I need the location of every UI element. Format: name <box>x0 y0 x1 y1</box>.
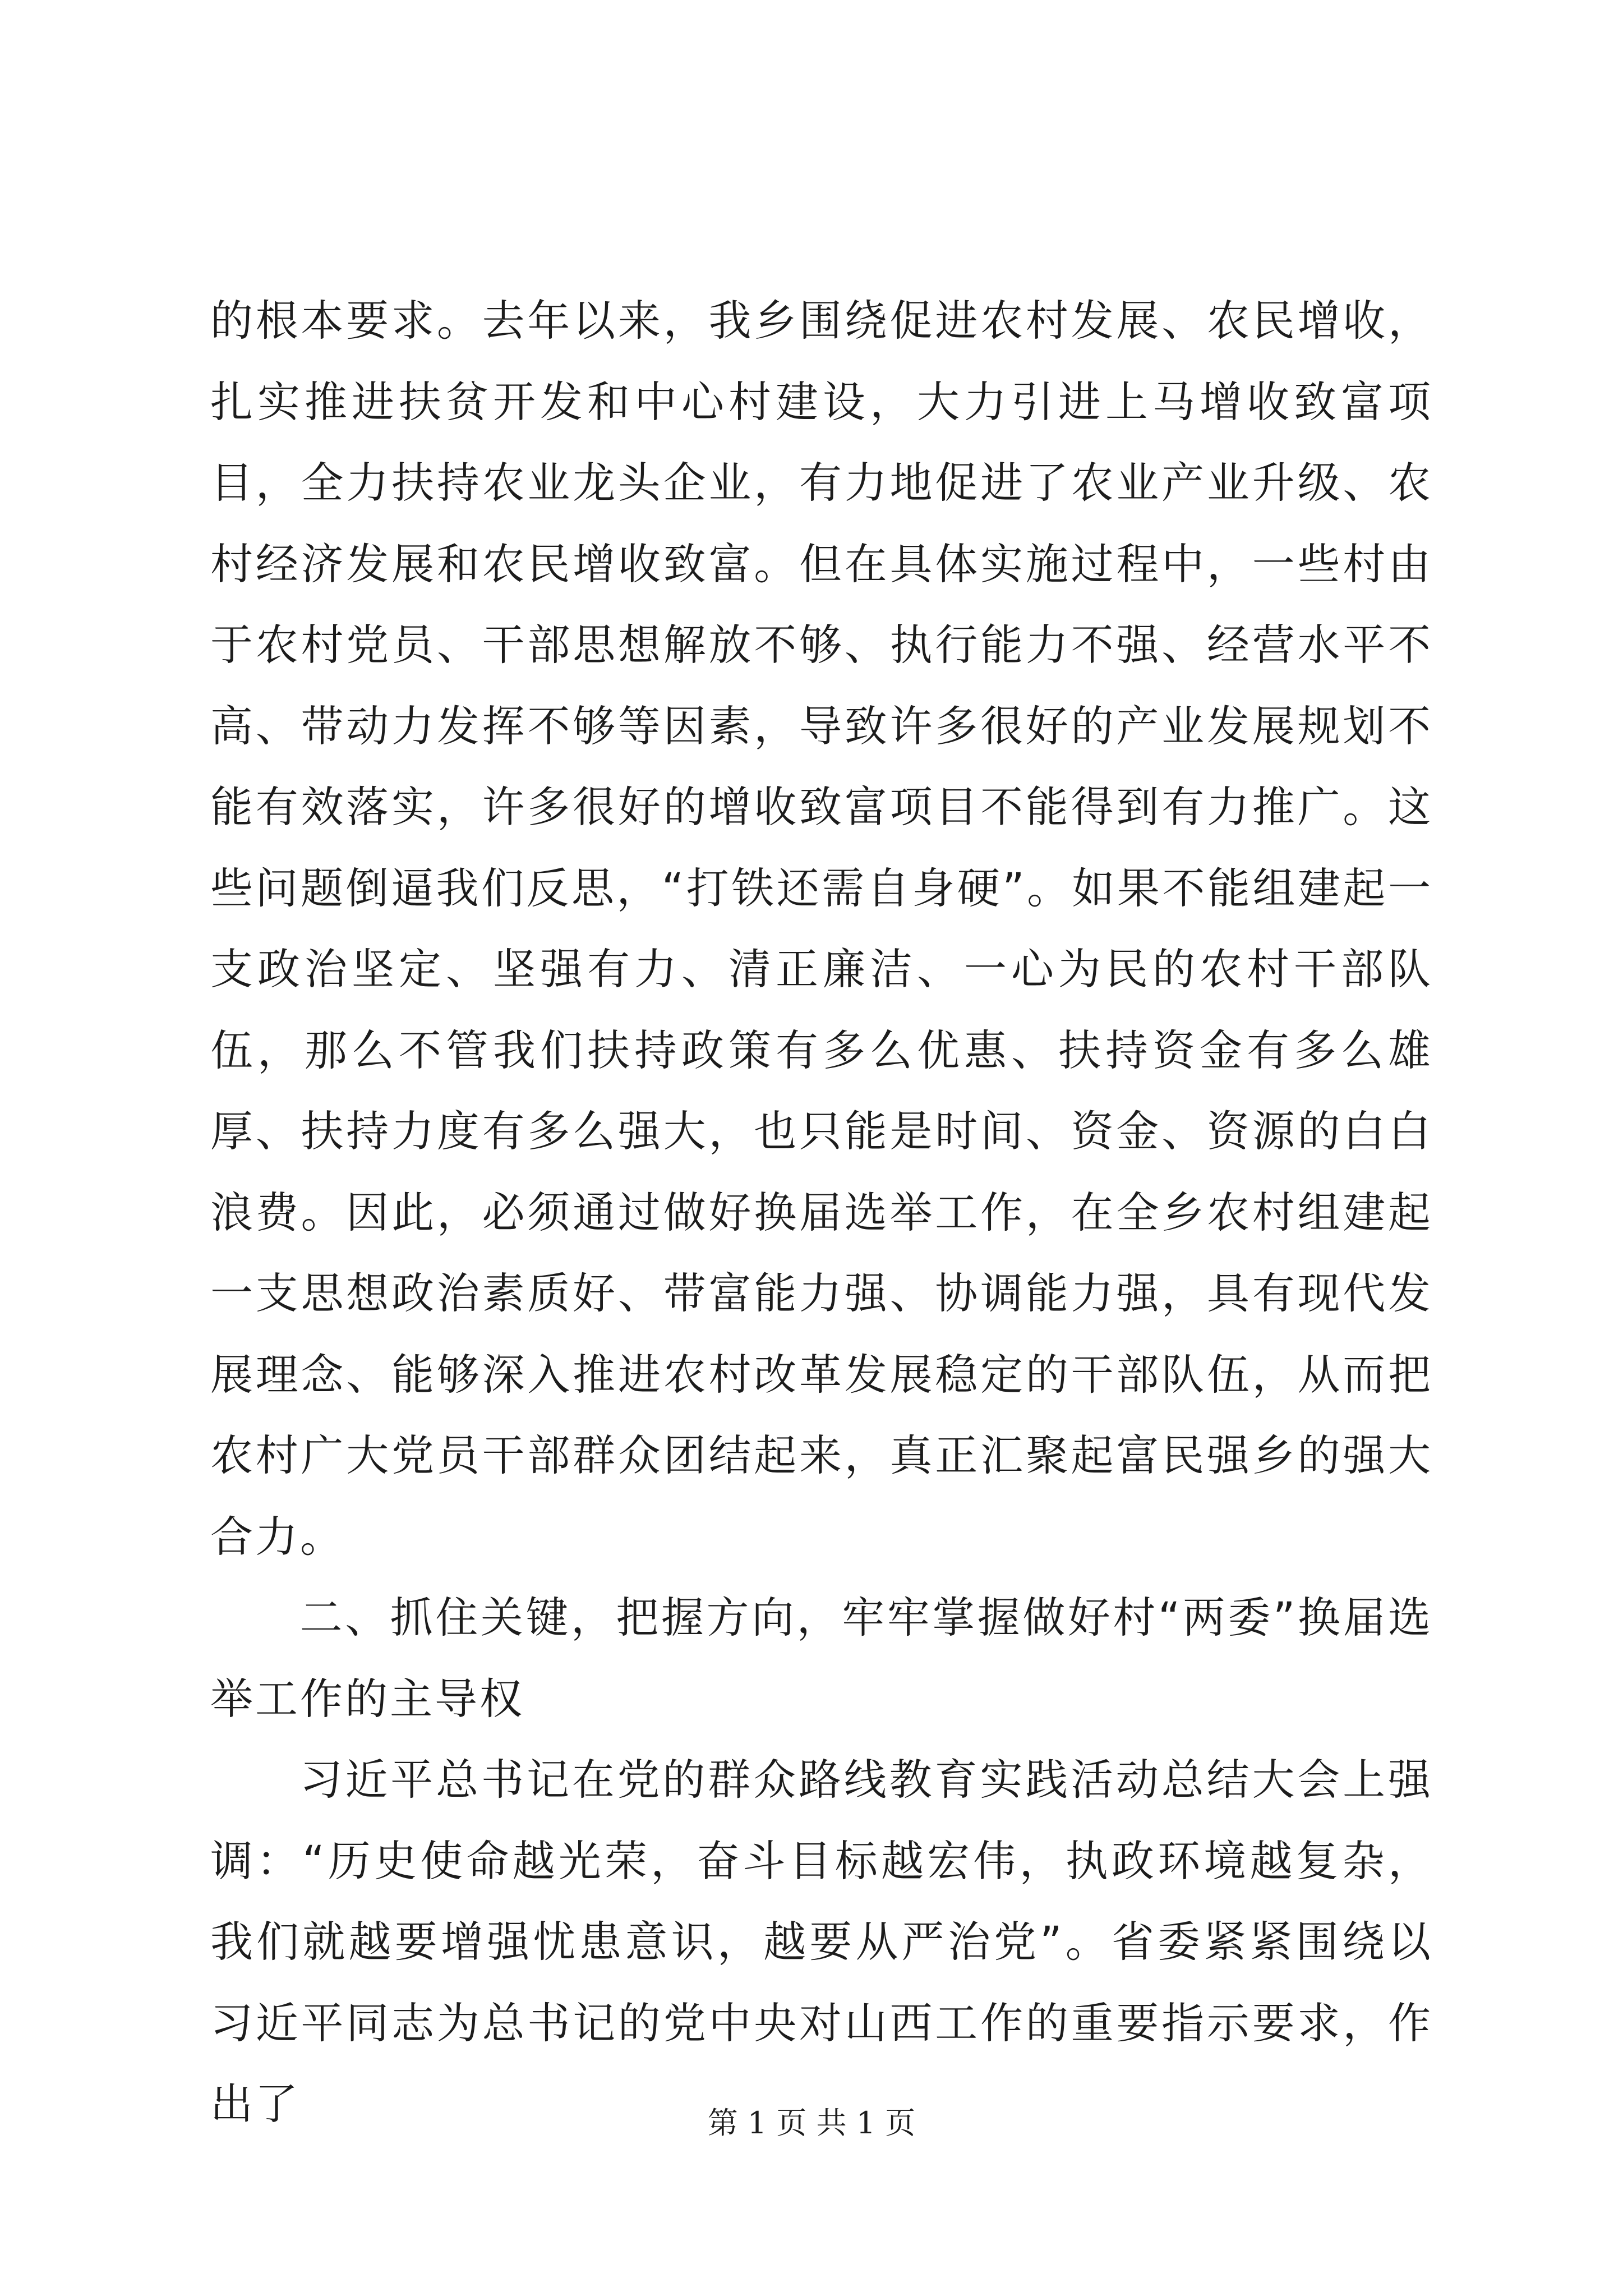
paragraph-continuation: 的根本要求。去年以来，我乡围绕促进农村发展、农民增收，扎实推进扶贫开发和中心村建设，大力引进上马增收致富项目，全力扶持农业龙头企业，有力地促进了农业产业升级、农村经济发展和农民增收致富。但在具体实施过程中，一些村由于农村党员、干部思想解放不够、执行能力不强、经营水平不高、带动力发挥不够等因素，导致许多很好的产业发展规划不能有效落实，许多很好的增收致富项目不能得到有力推广。这些问题倒逼我们反思，“打铁还需自身硬”。如果不能组建起一支政治坚定、坚强有力、清正廉洁、一心为民的农村干部队伍，那么不管我们扶持政策有多么优惠、扶持资金有多么雄厚、扶持力度有多么强大，也只能是时间、资金、资源的白白浪费。因此，必须通过做好换届选举工作，在全乡农村组建起一支思想政治素质好、带富能力强、协调能力强，具有现代发展理念、能够深入推进农村改革发展稳定的干部队伍，从而把农村广大党员干部群众团结起来，真正汇聚起富民强乡的强大合力。 <box>210 296 1433 1562</box>
document-body <box>210 280 1433 2145</box>
paragraph: 习近平总书记在党的群众路线教育实践活动总结大会上强调：“历史使命越光荣，奋斗目标越宏伟，执政环境越复杂，我们就越要增强忧患意识，越要从严治党”。省委紧紧围绕以习近平同志为总书记的党中央对山西工作的重要指示要求，作出了 <box>210 1755 1433 2129</box>
section-heading: 二、抓住关键，把握方向，牢牢掌握做好村“两委”换届选举工作的主导权 <box>210 1593 1433 1724</box>
page-footer: 第 1 页 共 1 页 <box>707 2105 916 2141</box>
